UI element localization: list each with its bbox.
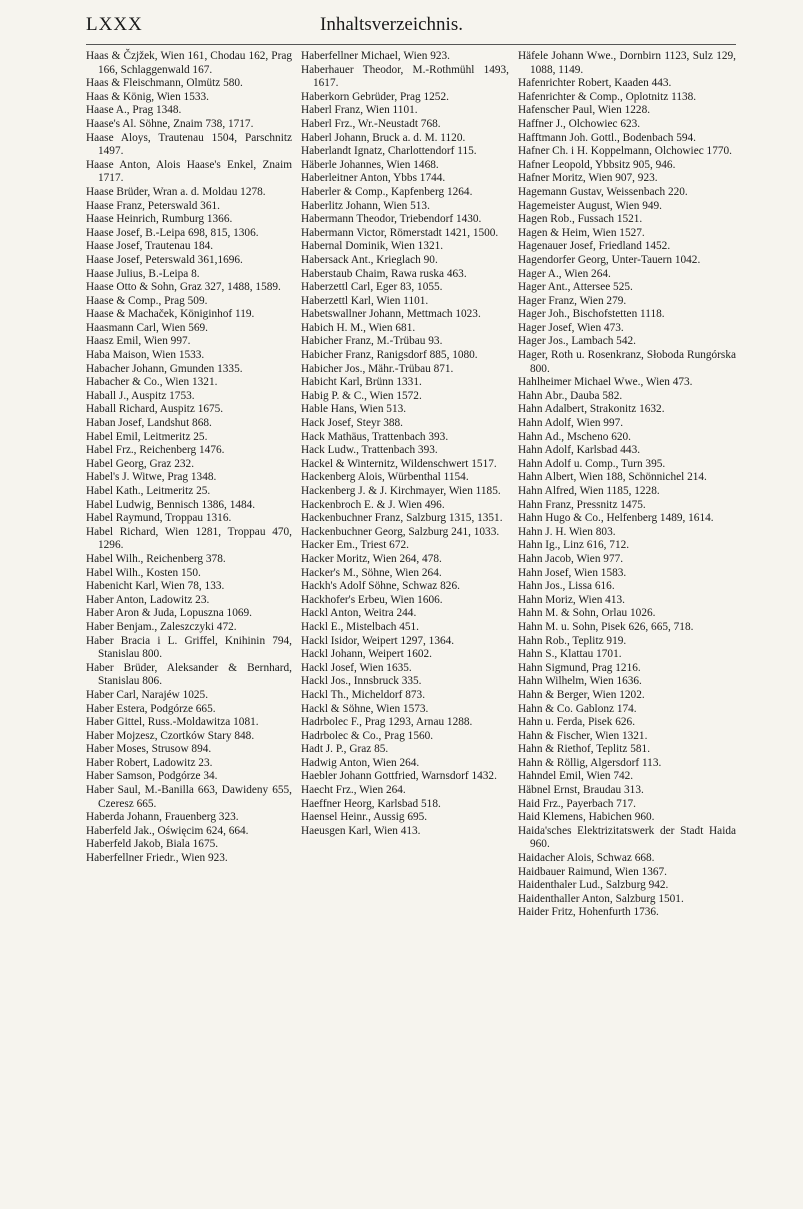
index-entry: Hackl Jos., Innsbruck 335. [301,675,422,688]
index-entry: Haeusgen Karl, Wien 413. [301,824,421,837]
index-entry: Hahn Jacob, Wien 977. [518,552,624,565]
index-entry: Haase Josef, Peterswald 361,1696. [86,253,243,266]
index-entry: Hahn u. Ferda, Pisek 626. [518,716,636,729]
index-entry: Hackl E., Mistelbach 451. [301,620,419,633]
index-entry: Hahn Adolf, Wien 997. [518,417,624,430]
index-entry: Haberlitz Johann, Wien 513. [301,199,430,212]
index-entry: Haas & König, Wien 1533. [86,90,209,103]
index-entry: Hahn & Riethof, Teplitz 581. [518,743,651,756]
index-entry: Haber Mojzesz, Czortków Stary 848. [86,729,255,742]
index-entry: Hagen & Heim, Wien 1527. [518,226,645,239]
index-entry: Hager A., Wien 264. [518,267,611,280]
index-entry: Hackenbuchner Georg, Salzburg 241, 1033. [301,525,500,538]
index-entry: Haberfellner Michael, Wien 923. [301,50,450,62]
index-entry: Hagendorfer Georg, Unter-Tauern 1042. [518,253,701,266]
index-entry: Haase Julius, B.-Leipa 8. [86,267,200,280]
index-entry: Hack Ludw., Trattenbach 393. [301,444,438,457]
index-entry: Haas & Fleischmann, Olmütz 580. [86,77,243,90]
index-entry: Hager Franz, Wien 279. [518,294,627,307]
index-entry: Hahn & Co. Gablonz 174. [518,702,637,715]
index-entry: Hagenauer Josef, Friedland 1452. [518,240,671,253]
index-entry: Hahn M. & Sohn, Orlau 1026. [518,607,656,620]
index-entry: Hackl & Söhne, Wien 1573. [301,702,429,715]
index-entry: Hackl Anton, Weitra 244. [301,607,417,620]
index-entry: Häbnel Ernst, Braudau 313. [518,784,644,797]
index-entry: Hackl Th., Micheldorf 873. [301,688,426,701]
page-number: LXXX [86,14,143,35]
index-entry: Habersack Ant., Krieglach 90. [301,253,438,266]
index-entry: Haberfeld Jakob, Biala 1675. [86,838,219,851]
running-title: Inhaltsverzeichnis. [320,14,463,35]
index-entry: Habel Ludwig, Bennisch 1386, 1484. [86,498,256,511]
index-entry: Hahn Wilhelm, Wien 1636. [518,675,642,688]
index-entry: Habicher Franz, M.-Trübau 93. [301,335,443,348]
index-entry: Hafner Moritz, Wien 907, 923. [518,172,658,185]
index-entry: Haberl Frz., Wr.-Neustadt 768. [301,117,441,130]
index-entry: Haber Bracia i L. Griffel, Knihinin 794, Stanislau 800. [86,634,292,661]
index-entry: Haasz Emil, Wien 997. [86,335,191,348]
index-entry: Hackenberg Alois, Würbenthal 1154. [301,471,469,484]
index-entry: Hackenbuchner Franz, Salzburg 1315, 1351. [301,512,503,525]
index-entry: Haecht Frz., Wien 264. [301,784,406,797]
index-entry: Haber Samson, Podgórze 34. [86,770,218,783]
index-entry: Haban Josef, Landshut 868. [86,417,212,430]
index-entry: Haber Estera, Podgórze 665. [86,702,216,715]
index-entry: Haase & Machaček, Königinhof 119. [86,308,255,321]
index-entry: Habenicht Karl, Wien 78, 133. [86,580,225,593]
index-entry: Habel Georg, Graz 232. [86,457,195,470]
index-entry: Habetswallner Johann, Mettmach 1023. [301,308,481,321]
index-entry: Haball J., Auspitz 1753. [86,389,195,402]
index-entry: Haber Anton, Ladowitz 23. [86,593,210,606]
index-entry: Habernal Dominik, Wien 1321. [301,240,444,253]
index-entry: Hahn Ig., Linz 616, 712. [518,539,630,552]
index-entry: Hahndel Emil, Wien 742. [518,770,634,783]
index-entry: Hahn Josef, Wien 1583. [518,566,627,579]
index-entry: Hahn Hugo & Co., Helfenberg 1489, 1614. [518,512,714,525]
index-entry: Hahn Rob., Teplitz 919. [518,634,627,647]
index-entry: Haase's Al. Söhne, Znaim 738, 1717. [86,117,254,130]
index-entry: Haber Saul, M.-Banilla 663, Dawideny 655, Czeresz 665. [86,784,292,810]
index-entry: Haba Maison, Wien 1533. [86,349,205,362]
index-column-2 [301,50,509,838]
index-entry: Hafner Leopold, Ybbsitz 905, 946. [518,158,676,171]
index-entry: Haberlandt Ignatz, Charlottendorf 115. [301,145,477,158]
index-entry: Hahn Ad., Mscheno 620. [518,430,631,443]
index-entry: Hager Joh., Bischofstetten 1118. [518,308,665,321]
index-entry: Haffner J., Olchowiec 623. [518,117,641,130]
index-entry: Hacker Moritz, Wien 264, 478. [301,552,442,565]
index-entry: Hahn Albert, Wien 188, Schönnichel 214. [518,471,707,484]
index-entry: Habel Emil, Leitmeritz 25. [86,430,208,443]
index-entry: Haberzettl Carl, Eger 83, 1055. [301,281,443,294]
index-entry: Habel's J. Witwe, Prag 1348. [86,471,217,484]
index-entry: Habel Frz., Reichenberg 1476. [86,444,225,457]
index-entry: Haber Gittel, Russ.-Moldawitza 1081. [86,716,259,729]
index-column-1 [86,50,292,866]
index-entry: Hackel & Winternitz, Wildenschwert 1517. [301,457,497,470]
index-entry: Hahn Franz, Pressnitz 1475. [518,498,646,511]
index-entry: Habel Wilh., Reichenberg 378. [86,552,226,565]
index-entry: Hagemann Gustav, Weissenbach 220. [518,185,688,198]
index-entry: Haberzettl Karl, Wien 1101. [301,294,429,307]
index-entry: Hackh's Adolf Söhne, Schwaz 826. [301,580,460,593]
index-entry: Haensel Heinr., Aussig 695. [301,811,428,824]
index-entry: Haber Aron & Juda, Lopuszna 1069. [86,607,252,620]
index-entry: Haase Aloys, Trautenau 1504, Parschnitz 1497. [86,131,292,158]
index-entry: Haberfeld Jak., Oświęcim 624, 664. [86,824,249,837]
index-entry: Haber Brüder, Aleksander & Bernhard, Stanislau 806. [86,661,292,688]
index-entry: Haid Klemens, Habichen 960. [518,811,655,824]
index-entry: Hackhofer's Erbeu, Wien 1606. [301,593,443,606]
index-entry: Hahn J. H. Wien 803. [518,525,616,538]
index-entry: Haeffner Heorg, Karlsbad 518. [301,797,441,810]
header-rule [86,44,736,45]
index-entry: Hahn S., Klattau 1701. [518,648,622,661]
index-entry: Häberle Johannes, Wien 1468. [301,158,439,171]
index-entry: Habel Kath., Leitmeritz 25. [86,485,211,497]
index-entry: Hahn & Röllig, Algersdorf 113. [518,756,662,769]
index-entry: Hadwig Anton, Wien 264. [301,756,420,769]
index-entry: Haebler Johann Gottfried, Warnsdorf 1432. [301,770,497,783]
index-entry: Habel Raymund, Troppau 1316. [86,512,232,525]
index-entry: Hager Josef, Wien 473. [518,321,624,334]
index-entry: Hackenberg J. & J. Kirchmayer, Wien 1185. [301,485,501,497]
index-entry: Hackl Isidor, Weipert 1297, 1364. [301,634,455,647]
index-entry: Haase Heinrich, Rumburg 1366. [86,213,233,226]
index-entry: Hahn & Berger, Wien 1202. [518,688,645,701]
index-entry: Hager Jos., Lambach 542. [518,335,636,348]
index-entry: Hagemeister August, Wien 949. [518,199,662,212]
index-entry: Haberkorn Gebrüder, Prag 1252. [301,90,449,103]
index-entry: Haase A., Prag 1348. [86,104,182,117]
index-entry: Habicht Karl, Brünn 1331. [301,376,422,389]
index-entry: Haase & Comp., Prag 509. [86,294,208,307]
index-entry: Hafner Ch. i H. Koppelmann, Olchowiec 1770. [518,145,732,158]
index-entry: Haider Fritz, Hohenfurth 1736. [518,906,659,919]
index-entry: Habacher Johann, Gmunden 1335. [86,362,243,375]
index-entry: Haidenthaler Lud., Salzburg 942. [518,879,669,892]
index-entry: Habel Richard, Wien 1281, Troppau 470, 1296. [86,525,292,552]
index-entry: Haas & Čzjžek, Wien 161, Chodau 162, Prag 166, Schlaggenwald 167. [86,50,292,76]
index-column-3 [518,50,736,920]
index-entry: Hadt J. P., Graz 85. [301,743,389,756]
index-entry: Hafenrichter & Comp., Oplotnitz 1138. [518,90,697,103]
index-entry: Haase Otto & Sohn, Graz 327, 1488, 1589. [86,281,281,294]
index-entry: Hahlheimer Michael Wwe., Wien 473. [518,376,693,389]
index-entry: Habel Wilh., Kosten 150. [86,566,201,579]
index-entry: Hahn & Fischer, Wien 1321. [518,729,648,742]
index-entry: Haball Richard, Auspitz 1675. [86,403,224,416]
index-entry: Haber Benjam., Zaleszczyki 472. [86,620,237,633]
index-entry: Haberstaub Chaim, Rawa ruska 463. [301,267,467,280]
index-entry: Hahn Moriz, Wien 413. [518,593,625,606]
index-entry: Haberler & Comp., Kapfenberg 1264. [301,185,473,198]
index-entry: Haber Robert, Ladowitz 23. [86,756,213,769]
index-entry: Hackl Johann, Weipert 1602. [301,648,432,661]
index-entry: Hahn Adolf, Karlsbad 443. [518,444,641,457]
index-entry: Haase Anton, Alois Haase's Enkel, Znaim 1717. [86,158,292,185]
index-entry: Hacker's M., Söhne, Wien 264. [301,566,442,579]
index-entry: Haber Carl, Narajéw 1025. [86,688,209,701]
index-entry: Hafenrichter Robert, Kaaden 443. [518,77,672,90]
index-entry: Habig P. & C., Wien 1572. [301,389,422,402]
index-entry: Haase Josef, Trautenau 184. [86,240,214,253]
index-entry: Haase Josef, B.-Leipa 698, 815, 1306. [86,226,259,239]
index-entry: Hack Mathäus, Trattenbach 393. [301,430,449,443]
index-entry: Haid Frz., Payerbach 717. [518,797,636,810]
index-entry: Hafenscher Paul, Wien 1228. [518,104,651,117]
index-entry: Haberleitner Anton, Ybbs 1744. [301,172,446,185]
index-entry: Haidacher Alois, Schwaz 668. [518,852,655,865]
index-entry: Haidbauer Raimund, Wien 1367. [518,865,667,878]
index-entry: Hahn Adolf u. Comp., Turn 395. [518,457,666,470]
index-entry: Hackl Josef, Wien 1635. [301,661,412,674]
index-entry: Hafftmann Joh. Gottl., Bodenbach 594. [518,131,697,144]
index-entry: Hack Josef, Steyr 388. [301,417,403,430]
index-entry: Haase Franz, Peterswald 361. [86,199,220,212]
index-entry: Haberl Franz, Wien 1101. [301,104,418,117]
index-entry: Haase Brüder, Wran a. d. Moldau 1278. [86,185,266,198]
index-entry: Hahn Alfred, Wien 1185, 1228. [518,485,660,497]
index-entry: Haberl Johann, Bruck a. d. M. 1120. [301,131,466,144]
index-entry: Habicher Jos., Mähr.-Trübau 871. [301,362,454,375]
index-entry: Hahn M. u. Sohn, Pisek 626, 665, 718. [518,620,694,633]
index-entry: Hadrbolec F., Prag 1293, Arnau 1288. [301,716,473,729]
index-entry: Hagen Rob., Fussach 1521. [518,213,643,226]
index-entry: Habicher Franz, Ranigsdorf 885, 1080. [301,349,478,362]
index-entry: Hadrbolec & Co., Prag 1560. [301,729,434,742]
index-entry: Haida'sches Elektrizitatswerk der Stadt Haida 960. [518,824,736,851]
index-entry: Hahn Abr., Dauba 582. [518,389,623,402]
index-entry: Haberfellner Friedr., Wien 923. [86,852,228,865]
index-entry: Hacker Em., Triest 672. [301,539,409,552]
index-entry: Haberhauer Theodor, M.-Rothmühl 1493, 1617. [301,63,509,90]
index-entry: Haber Moses, Strusow 894. [86,743,212,756]
index-entry: Habich H. M., Wien 681. [301,321,416,334]
index-entry: Habermann Victor, Römerstadt 1421, 1500. [301,226,499,239]
index-entry: Habacher & Co., Wien 1321. [86,376,218,389]
index-entry: Hable Hans, Wien 513. [301,403,407,416]
index-entry: Habermann Theodor, Triebendorf 1430. [301,213,482,226]
index-entry: Hager, Roth u. Rosenkranz, Słoboda Rungórska 800. [518,349,736,375]
index-entry: Haberda Johann, Frauenberg 323. [86,811,239,824]
index-entry: Hahn Adalbert, Strakonitz 1632. [518,403,665,416]
index-entry: Hahn Jos., Lissa 616. [518,580,615,593]
index-entry: Haasmann Carl, Wien 569. [86,321,209,334]
index-entry: Hager Ant., Attersee 525. [518,281,633,294]
index-entry: Hackenbroch E. & J. Wien 496. [301,498,445,511]
index-entry: Häfele Johann Wwe., Dornbirn 1123, Sulz 129, 1088, 1149. [518,50,736,76]
index-entry: Haidenthaller Anton, Salzburg 1501. [518,892,684,905]
index-entry: Hahn Sigmund, Prag 1216. [518,661,641,674]
